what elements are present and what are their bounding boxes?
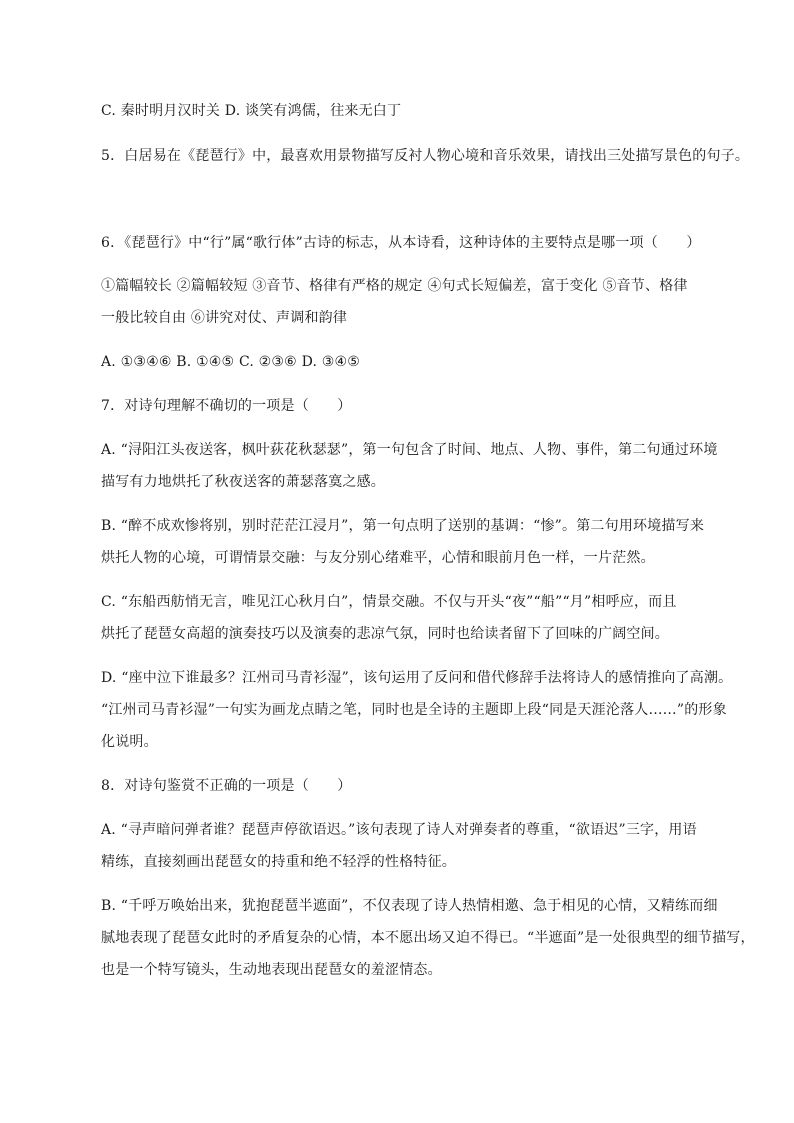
question-8-option-a-line-1: A. “寻声暗问弹者谁？琵琶声停欲语迟。”该句表现了诗人对弹奏者的尊重，“欲语迟”三字，用语	[101, 822, 697, 838]
question-5: 5．白居易在《琵琶行》中，最喜欢用景物描写反衬人物心境和音乐效果，请找出三处描写景色的句子。	[101, 148, 750, 164]
question-6-choices-line-2: 一般比较自由 ⑥讲究对仗、声调和韵律	[101, 310, 348, 326]
question-7-option-b-line-1: B. “醉不成欢惨将别，别时茫茫江浸月”，第一句点明了送别的基调：“惨”。第二句用环境描写来	[101, 518, 705, 534]
question-6-choices-line-1: ①篇幅较长 ②篇幅较短 ③音节、格律有严格的规定 ④句式长短偏差，富于变化 ⑤音节、格律	[101, 278, 688, 294]
question-8: 8．对诗句鉴赏不正确的一项是（ ）	[101, 778, 352, 794]
question-7-option-c-line-1: C. “东船西舫悄无言，唯见江心秋月白”，情景交融。不仅与开头“夜”“船”“月”相呼应，而且	[101, 594, 677, 610]
question-8-option-b-line-3: 也是一个特写镜头，生动地表现出琵琶女的羞涩情态。	[101, 962, 442, 978]
question-7-option-a-line-2: 描写有力地烘托了秋夜送客的萧瑟落寞之感。	[101, 474, 385, 490]
question-6-options: A. ①③④⑥ B. ①④⑤ C. ②③⑥ D. ③④⑤	[101, 354, 361, 370]
question-6: 6．《琵琶行》中“行”属“歌行体”古诗的标志，从本诗看，这种诗体的主要特点是哪一项（ ）	[101, 235, 701, 251]
option-line-c-d: C. 秦时明月汉时关 D. 谈笑有鸿儒，往来无白丁	[101, 103, 402, 119]
question-7-option-a-line-1: A. “浔阳江头夜送客，枫叶荻花秋瑟瑟”，第一句包含了时间、地点、人物、事件，第二句通过环境	[101, 442, 718, 458]
question-8-option-b-line-1: B. “千呼万唤始出来，犹抱琵琶半遮面”，不仅表现了诗人热情相邀、急于相见的心情，又精练而细	[101, 898, 718, 914]
question-8-option-a-line-2: 精练，直接刻画出琵琶女的持重和绝不轻浮的性格特征。	[101, 854, 456, 870]
question-7-option-d-line-1: D. “座中泣下谁最多？江州司马青衫湿”，该句运用了反问和借代修辞手法将诗人的感情推向了高潮。	[101, 670, 733, 686]
question-7: 7．对诗句理解不确切的一项是（ ）	[101, 398, 352, 414]
question-7-option-b-line-2: 烘托人物的心境，可谓情景交融：与友分别心绪难平，心情和眼前月色一样，一片茫然。	[101, 550, 655, 566]
question-8-option-b-line-2: 腻地表现了琵琶女此时的矛盾复杂的心情，本不愿出场又迫不得已。“半遮面”是一处很典型的细节描写，	[101, 930, 755, 946]
question-7-option-d-line-2: “江州司马青衫湿”一句实为画龙点睛之笔，同时也是全诗的主题即上段“同是天涯沦落人……”的形象	[101, 702, 727, 718]
question-7-option-c-line-2: 烘托了琵琶女高超的演奏技巧以及演奏的悲凉气氛，同时也给读者留下了回味的广阔空间。	[101, 626, 669, 642]
question-7-option-d-line-3: 化说明。	[101, 734, 158, 750]
